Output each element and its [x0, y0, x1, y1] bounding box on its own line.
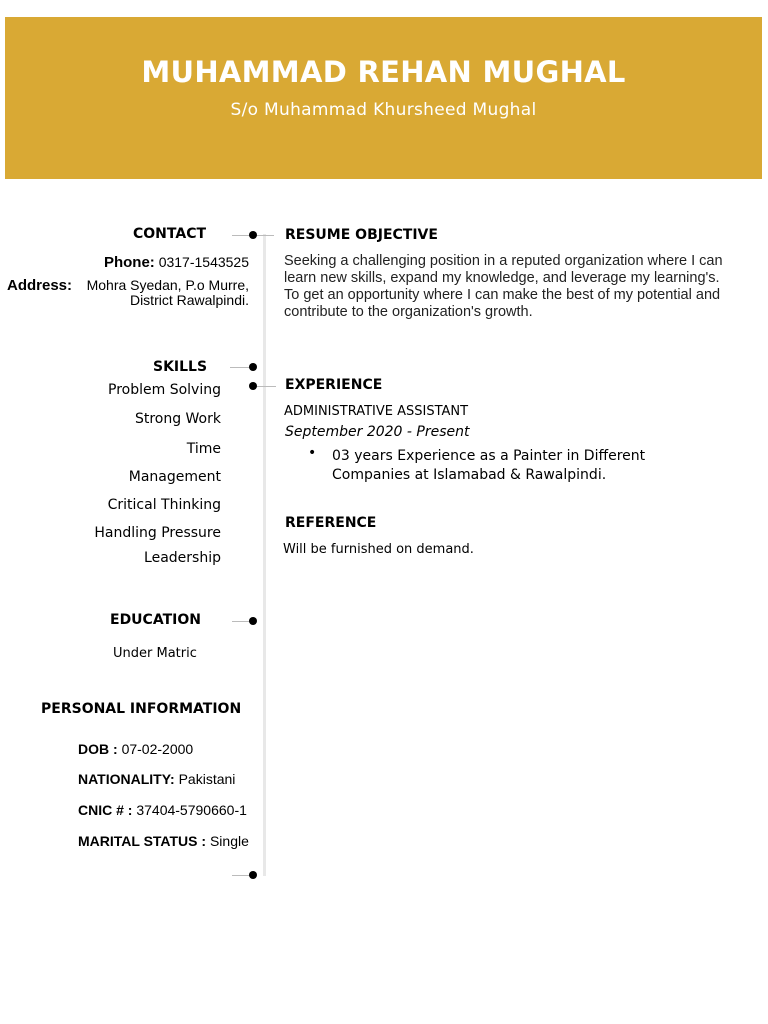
experience-bullet: 03 years Experience as a Painter in Different Companies at Islamabad & Rawalpindi.	[332, 448, 646, 483]
contact-title: CONTACT	[133, 226, 207, 242]
skill-item: Leadership	[144, 550, 221, 566]
timeline-dot-end	[249, 871, 257, 879]
address-line-2: District Rawalpindi.	[129, 292, 249, 308]
nationality-value: Pakistani	[178, 771, 236, 787]
reference-title: REFERENCE	[285, 515, 377, 531]
candidate-parentage: S/o Muhammad Khursheed Mughal	[230, 100, 537, 120]
candidate-name: MUHAMMAD REHAN MUGHAL	[141, 55, 626, 89]
contact-phone-row	[104, 254, 249, 271]
experience-title: EXPERIENCE	[285, 377, 383, 393]
phone-value: 0317-1543525	[158, 254, 249, 270]
timeline-line	[263, 234, 266, 876]
skill-item: Problem Solving	[108, 382, 221, 398]
marital-status-row	[78, 833, 249, 849]
skill-item: Handling Pressure	[94, 525, 221, 541]
nationality-label: NATIONALITY:	[78, 771, 175, 787]
marital-status-label: MARITAL STATUS :	[78, 833, 207, 849]
education-value: Under Matric	[113, 646, 197, 661]
objective-paragraph-2: To get an opportunity where I can make the best of my potential and contribute to the organization's growth.	[284, 287, 721, 320]
timeline-dot-experience	[249, 382, 257, 390]
personal-info-title: PERSONAL INFORMATION	[41, 701, 242, 717]
nationality-row	[78, 771, 235, 787]
skill-item: Critical Thinking	[107, 497, 221, 513]
address-label: Address:	[7, 277, 73, 294]
dob-row	[78, 741, 193, 757]
objective-title: RESUME OBJECTIVE	[285, 227, 438, 243]
dob-value: 07-02-2000	[121, 741, 194, 757]
cnic-value: 37404-5790660-1	[136, 802, 247, 818]
phone-label: Phone:	[103, 254, 155, 271]
reference-text: Will be furnished on demand.	[283, 542, 474, 557]
objective-paragraph-1: Seeking a challenging position in a reputed organization where I can learn new skills, expand my knowledge, and leverage my learning's.	[284, 253, 723, 286]
job-role: ADMINISTRATIVE ASSISTANT	[284, 404, 469, 419]
cnic-label: CNIC # :	[78, 802, 133, 818]
skill-item: Management	[128, 469, 221, 485]
skill-item: Time	[186, 441, 221, 457]
dob-label: DOB :	[78, 741, 118, 757]
address-value	[87, 278, 249, 308]
job-period: September 2020 - Present	[285, 424, 470, 440]
skill-item: Strong Work	[134, 411, 221, 427]
timeline-dot-skills	[249, 363, 257, 371]
header-banner	[5, 17, 762, 179]
objective-body	[284, 253, 724, 321]
education-title: EDUCATION	[110, 612, 201, 628]
address-line-1: Mohra Syedan, P.o Murre,	[86, 277, 249, 293]
cnic-row	[78, 802, 247, 818]
timeline-dot-contact	[249, 231, 257, 239]
timeline-dot-education	[249, 617, 257, 625]
skills-title: SKILLS	[153, 359, 208, 375]
marital-status-value: Single	[209, 833, 249, 849]
bullet-glyph: •	[308, 445, 317, 461]
